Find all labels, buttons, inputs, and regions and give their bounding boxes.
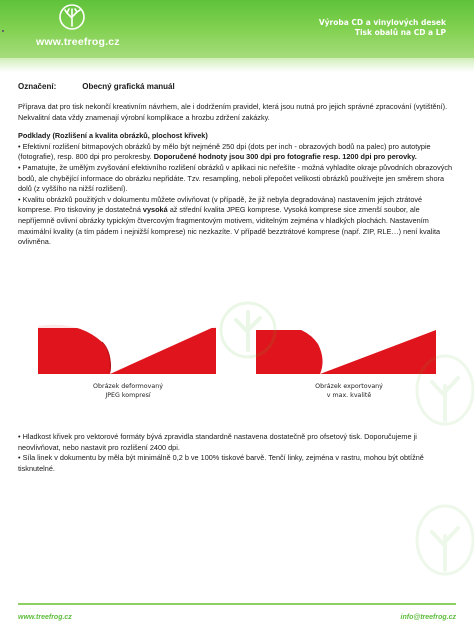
section-heading: Podklady (Rozlišení a kvalita obrázků, plochost křivek) [18, 131, 208, 141]
brand-name[interactable]: www.treefrog.cz [36, 36, 120, 48]
header-title-line1: Výroba CD a vinylových desek [318, 18, 446, 27]
frog-watermark-icon-bottom [410, 500, 474, 580]
footer-email-link[interactable]: info@treefrog.cz [400, 614, 456, 621]
figure-max-quality [256, 314, 436, 374]
footer-divider [18, 603, 456, 605]
header-title-line2: Tisk obalů na CD a LP [354, 28, 446, 37]
label-key: Označení: [18, 82, 57, 91]
bullet-curve-smoothness: • Hladkost křivek pro vektorové formáty bývá zpravidla standardně nastavena dostatečně pro ofsetový tisk. Doporučujeme ji neovlivňovat, nebo nastavit pro rozlišení 2400 dpi. [18, 432, 417, 452]
label-value: Obecný grafická manuál [82, 82, 175, 91]
frog-watermark-icon [410, 350, 474, 430]
bottom-content [18, 432, 458, 474]
bullet-line-weight: • Síla linek v dokumentu by měla být minimálně 0,2 b ve 100% tiskové barvě. Tenčí linky, zejména v rastru, mohou být obtížně tisknutelné. [18, 453, 424, 473]
intro-paragraph: Příprava dat pro tisk nekončí kreativním návrhem, ale i dodržením pravidel, která jsou nutná pro jejich správné zpracování (vytištění). Nekvalitní data vždy znamenají výrobní komplikace a hrozbu zdržení zakázky. [18, 102, 448, 122]
right-figure-caption: Obrázek exportovaný v max. kvalitě [315, 383, 383, 399]
bullet-resampling: • Pamatujte, že umělým zvyšování efektivního rozlišení obrázků v aplikaci nic neřešíte - možná vyhladíte okraje původních obrazových bodů, ale chybějící informace do obrázku nepřidáte. Tzv. resampling, neboli přepočet velikosti obrázků používejte jen směrem shora dolů (z vyššího na nižší rozlišení). [18, 162, 453, 194]
footer-website-link[interactable]: www.treefrog.cz [18, 614, 72, 621]
bullet-resolution: • Efektivní rozlišení bitmapových obrázků by mělo být nejméně 250 dpi (dots per inch - obrazových bodů na palec) pro autotypie (fotografie), resp. 800 dpi pro perokresby. Doporučené hodnoty jsou 300 dpi pro fotografie resp. 1200 dpi pro perovky. [18, 141, 431, 162]
figure-jpeg-deformed [38, 314, 216, 374]
bullet-compression: • Kvalitu obrázků použitých v dokumentu můžete ovlivňovat (v případě, že již nebyla degradována) nastavením jejich ztrátové komprese. Pro tiskoviny je dostatečná vysoká až střední kvalita JPEG komprese. Vysoká komprese sice zmenší soubor, ale nepříjemně ovlivní obrázky typickým čtvercovým fragmentovým motivem, viditelným zejména v hladkých plochách. Nastavením maximální kvality (a tím pádem i nejnižší komprese) nic nezkazíte. V případě bezztrátové komprese (např. ZIP, RLE…) není kvalita ovlivněna. [18, 194, 441, 247]
left-figure-caption: Obrázek deformovaný JPEG kompresí [93, 383, 163, 399]
tree-watermark-icon [218, 300, 278, 360]
